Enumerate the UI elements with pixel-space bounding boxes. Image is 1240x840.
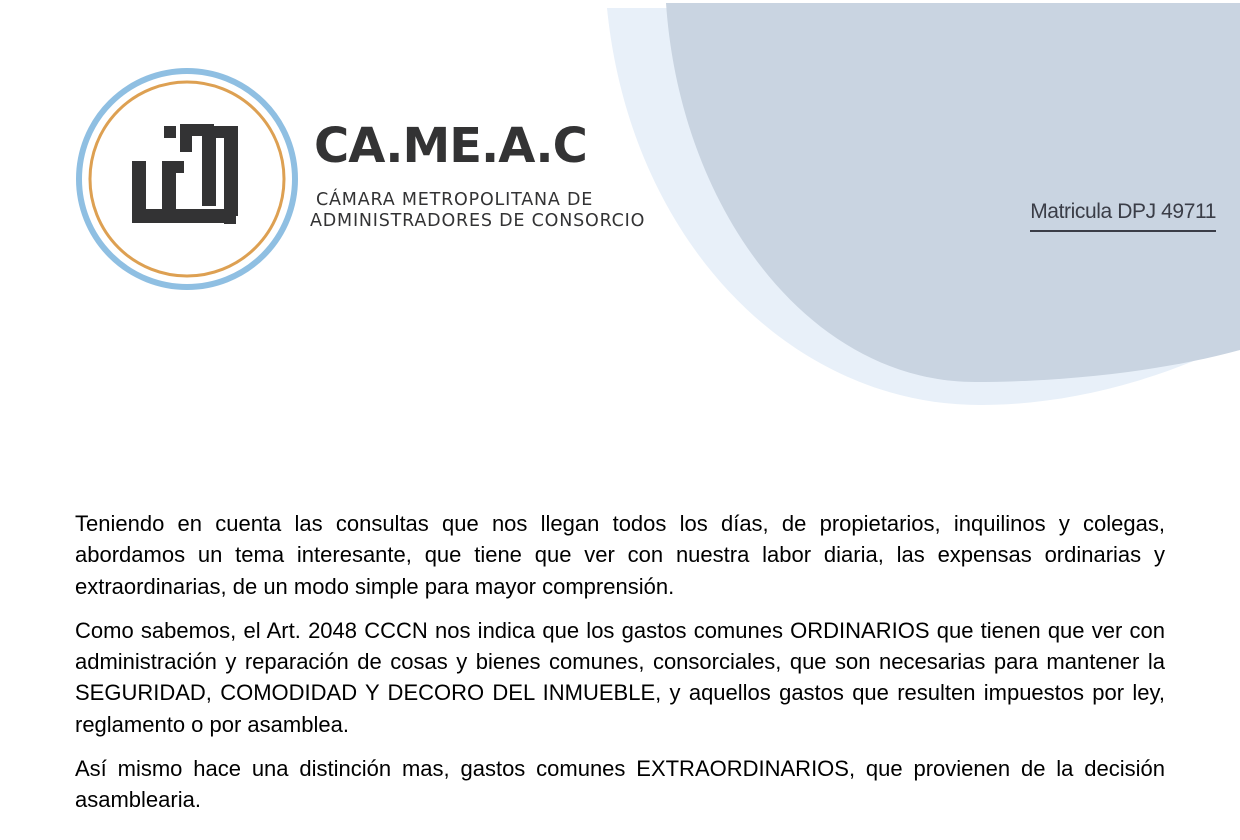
brand-subtitle-line-2: ADMINISTRADORES DE CONSORCIO [310,211,646,231]
dark-arc-shape [666,3,1240,382]
paragraph: Teniendo en cuenta las consultas que nos llegan todos los días, de propietarios, inquilinos y colegas, abordamos un tema interesante, que tiene que ver con nuestra labor diaria, las expensas ordinarias y extraordinarias, de un modo simple para mayor comprensión. [75,511,1165,599]
brand-subtitle [310,190,645,232]
document-body [75,508,1165,829]
paragraph: Así mismo hace una distinción mas, gastos comunes EXTRAORDINARIOS, que provienen de la decisión asamblearia. [75,756,1165,813]
brand-subtitle-line-1: CÁMARA METROPOLITANA DE [316,190,594,210]
brand-name: CA.ME.A.C [314,118,587,174]
paragraph: Como sabemos, el Art. 2048 CCCN nos indica que los gastos comunes ORDINARIOS que tienen que ver con administración y reparación de cosas y bienes comunes, consorciales, que son necesarias para mantener la SEGURIDAD, COMODIDAD Y DECORO DEL INMUEBLE, y aquellos gastos que resulten impuestos por ley, reglamento o por asamblea. [75,617,1165,737]
cameac-logo-icon [74,66,300,292]
registration-number: Matricula DPJ 49711 [1030,200,1216,232]
